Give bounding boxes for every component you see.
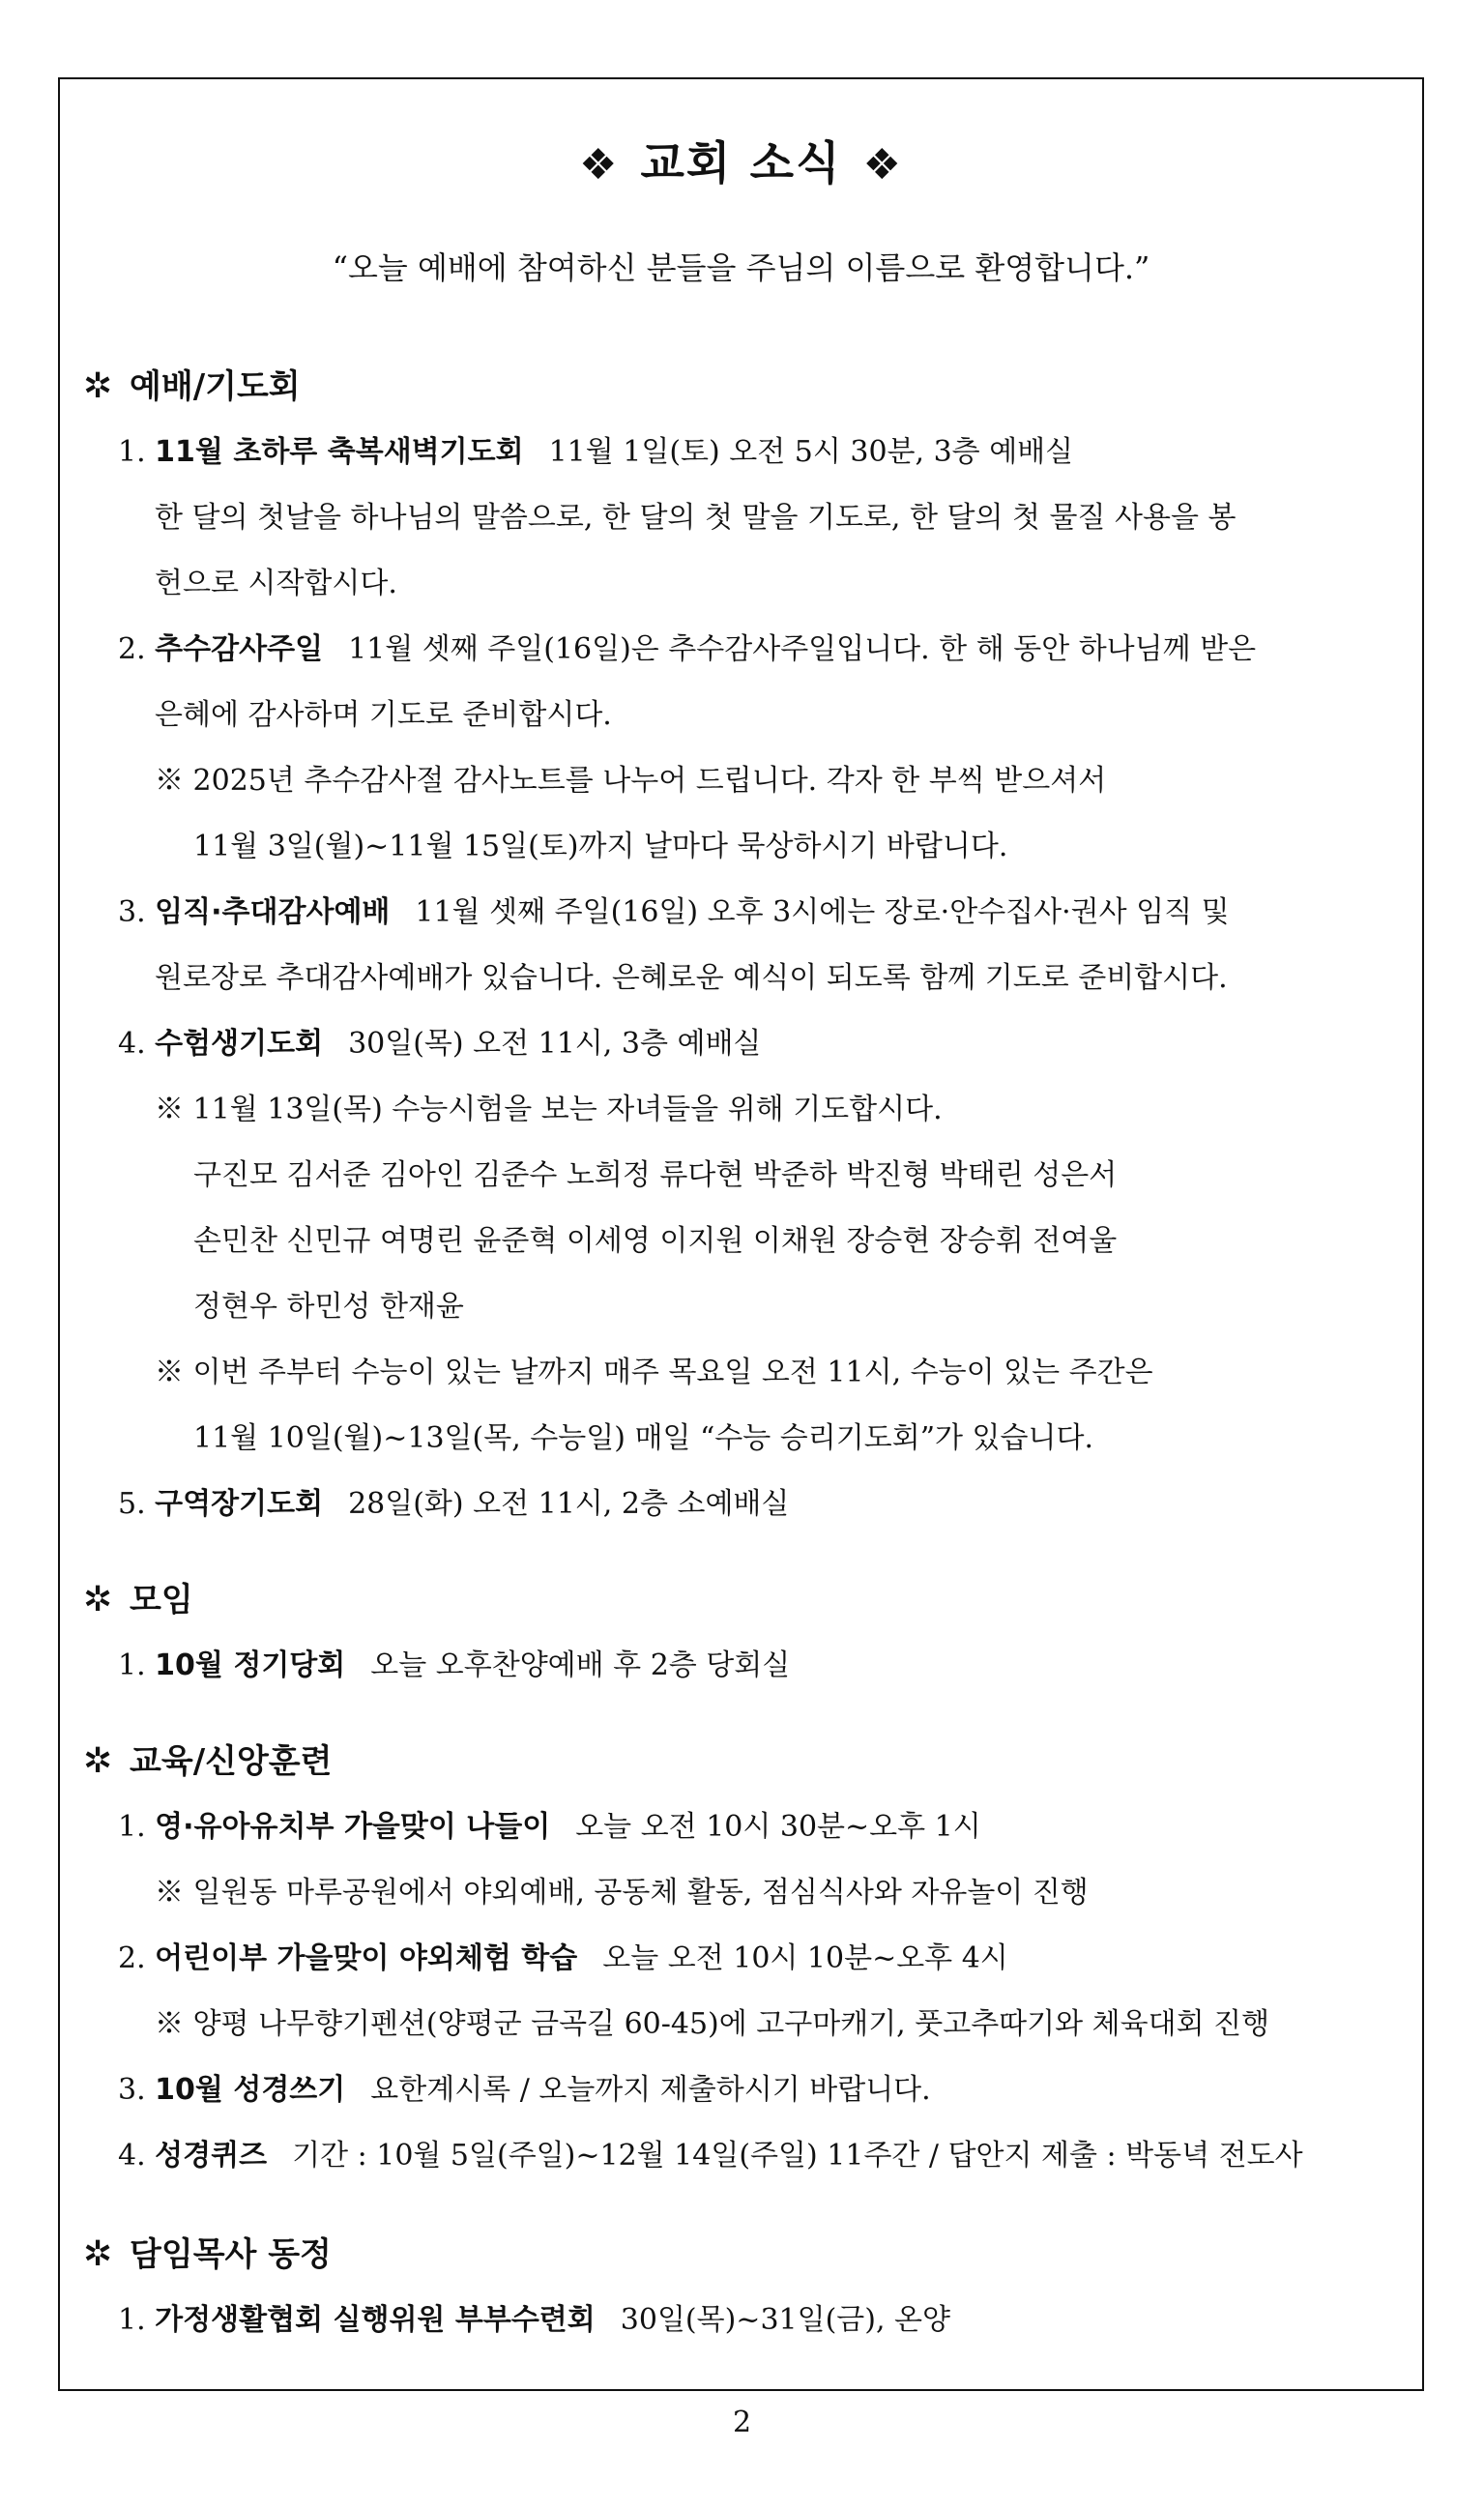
item-number: 4. [118, 1027, 146, 1061]
item-number: 1. [118, 2303, 146, 2337]
list-item [118, 1019, 761, 1062]
star-bullet-icon: ✲ [83, 2234, 113, 2274]
section-heading-meeting [83, 1573, 193, 1620]
item-text: 기간 : 10월 5일(주일)~12월 14일(주일) 11주간 / 답안지 제출 : 박동녁 전도사 [292, 2139, 1303, 2173]
item-number: 3. [118, 2073, 146, 2107]
item-text-line: 은혜에 감사하며 기도로 준비합시다. [155, 698, 612, 732]
list-item [118, 1802, 981, 1845]
section-title: 모임 [130, 1581, 193, 1619]
item-title: 구역장기도회 [155, 1487, 324, 1521]
star-bullet-icon: ✲ [83, 1580, 113, 1619]
item-number: 2. [118, 632, 146, 666]
item-title: 추수감사주일 [155, 632, 324, 666]
item-title: 임직·추대감사예배 [155, 895, 391, 929]
star-bullet-icon: ✲ [83, 366, 113, 406]
title-text: 교회 소식 [640, 137, 842, 190]
list-item [118, 2295, 950, 2338]
item-title: 11월 초하루 축복새벽기도회 [155, 435, 524, 469]
item-title: 10월 성경쓰기 [155, 2073, 346, 2107]
list-item [118, 427, 1073, 470]
item-text: 요한계시록 / 오늘까지 제출하시기 바랍니다. [370, 2073, 931, 2107]
note-line: ※ 일원동 마루공원에서 야외예배, 공동체 활동, 점심식사와 자유놀이 진행 [155, 1876, 1089, 1910]
item-title: 성경퀴즈 [155, 2139, 268, 2173]
list-item [118, 2131, 1303, 2173]
list-item [118, 1934, 1008, 1976]
item-text: 11월 1일(토) 오전 5시 30분, 3층 예배실 [548, 435, 1074, 469]
item-text: 30일(목) 오전 11시, 3층 예배실 [348, 1027, 762, 1061]
item-title: 어린이부 가을맞이 야외체험 학습 [155, 1941, 578, 1975]
item-text: 오늘 오후찬양예배 후 2층 당회실 [370, 1648, 791, 1682]
section-title: 담임목사 동정 [130, 2235, 332, 2274]
item-title: 영·유아유치부 가을맞이 나들이 [155, 1810, 551, 1844]
note-line: ※ 11월 13일(목) 수능시험을 보는 자녀들을 위해 기도합시다. [155, 1093, 943, 1126]
item-number: 5. [118, 1487, 146, 1521]
item-number: 2. [118, 1941, 146, 1975]
item-text: 30일(목)~31일(금), 온양 [620, 2303, 951, 2337]
star-bullet-icon: ✲ [83, 1741, 113, 1781]
section-heading-pastor [83, 2228, 332, 2275]
item-text-line: 한 달의 첫날을 하나님의 말씀으로, 한 달의 첫 말을 기도로, 한 달의 첫 물질 사용을 봉 [155, 501, 1237, 535]
item-text-line: 원로장로 추대감사예배가 있습니다. 은혜로운 예식이 되도록 함께 기도로 준비합시다. [155, 961, 1228, 995]
item-number: 1. [118, 435, 146, 469]
note-line: ※ 양평 나무향기펜션(양평군 금곡길 60-45)에 고구마캐기, 풋고추따기와 체육대회 진행 [155, 2007, 1270, 2041]
item-text: 11월 셋째 주일(16일) 오후 3시에는 장로·안수집사·권사 임직 및 [415, 895, 1230, 929]
list-item [118, 1641, 790, 1683]
note-line: 11월 10일(월)~13일(목, 수능일) 매일 “수능 승리기도회”가 있습니다. [193, 1421, 1093, 1455]
welcome-message: “오늘 예배에 참여하신 분들을 주님의 이름으로 환영합니다.” [332, 249, 1150, 286]
list-item [118, 2065, 931, 2108]
item-number: 4. [118, 2139, 146, 2173]
names-line: 손민찬 신민규 여명린 윤준혁 이세영 이지원 이채원 장승현 장승휘 전여울 [193, 1224, 1118, 1258]
item-number: 1. [118, 1810, 146, 1844]
item-text: 오늘 오전 10시 30분~오후 1시 [575, 1810, 981, 1844]
ornament-right-icon: ❖ [862, 140, 903, 190]
item-title: 10월 정기당회 [155, 1648, 346, 1682]
page-title [60, 128, 1422, 192]
list-item [118, 625, 1256, 667]
list-item [118, 888, 1230, 930]
note-line: ※ 2025년 추수감사절 감사노트를 나누어 드립니다. 각자 한 부씩 받으셔서 [155, 764, 1107, 798]
page-number: 2 [732, 2406, 752, 2439]
section-title: 예배/기도회 [130, 367, 301, 406]
names-line: 정현우 하민성 한재윤 [193, 1290, 464, 1324]
item-number: 3. [118, 895, 146, 929]
note-line: ※ 이번 주부터 수능이 있는 날까지 매주 목요일 오전 11시, 수능이 있는 주간은 [155, 1356, 1153, 1389]
names-line: 구진모 김서준 김아인 김준수 노희정 류다현 박준하 박진형 박태린 성은서 [193, 1158, 1118, 1192]
section-heading-worship [83, 360, 301, 407]
item-title: 수험생기도회 [155, 1027, 324, 1061]
note-line: 11월 3일(월)~11월 15일(토)까지 날마다 묵상하시기 바랍니다. [193, 830, 1008, 863]
item-text: 오늘 오전 10시 10분~오후 4시 [602, 1941, 1008, 1975]
section-heading-education [83, 1735, 332, 1782]
item-number: 1. [118, 1648, 146, 1682]
item-text: 11월 셋째 주일(16일)은 추수감사주일입니다. 한 해 동안 하나님께 받은 [348, 632, 1257, 666]
item-text-line: 헌으로 시작합시다. [155, 567, 397, 600]
page-frame [58, 77, 1424, 2391]
section-title: 교육/신앙훈련 [130, 1742, 333, 1781]
item-text: 28일(화) 오전 11시, 2층 소예배실 [348, 1487, 790, 1521]
list-item [118, 1479, 789, 1522]
item-title: 가정생활협회 실행위원 부부수련회 [155, 2303, 596, 2337]
ornament-left-icon: ❖ [579, 140, 620, 190]
